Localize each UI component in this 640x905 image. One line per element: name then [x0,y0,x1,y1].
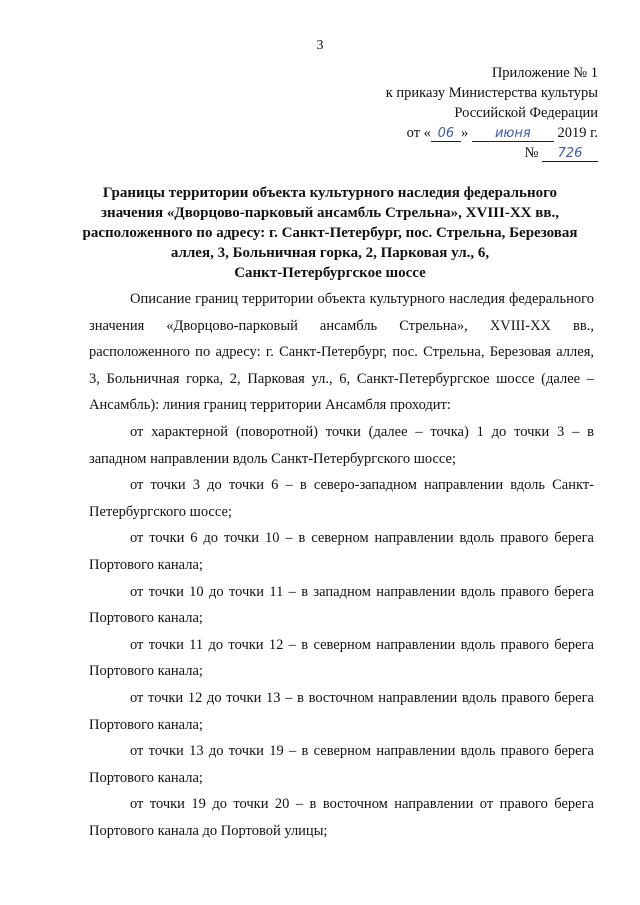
order-number-label: № [524,145,539,161]
paragraph-boundary: от точки 12 до точки 13 – в восточном направлении вдоль правого берега Портового канала; [89,689,594,733]
appendix-date-line [386,123,598,143]
order-number-value: 726 [542,146,598,162]
date-day: 06 [431,126,461,142]
date-year: 2019 г. [557,125,598,141]
title-line-4: аллея, 3, Больничная горка, 2, Парковая ул., 6, [170,245,490,261]
paragraph-boundary: от точки 6 до точки 10 – в северном направлении вдоль правого берега Портового канала; [89,530,594,573]
appendix-line-3: Российской Федерации [454,105,598,121]
paragraph-boundary: от точки 3 до точки 6 – в северо-западном направлении вдоль Санкт-Петербургского шоссе; [89,477,594,520]
paragraph-boundary: от характерной (поворотной) точки (далее – точка) 1 до точки 3 – в западном направлении вдоль Санкт-Петербургского шоссе; [89,423,594,467]
title-line-3: расположенного по адресу: г. Санкт-Петербург, пос. Стрельна, Березовая [82,225,578,241]
paragraph-boundary: от точки 10 до точки 11 – в западном направлении вдоль правого берега Портового канала; [89,583,594,627]
paragraph-boundary: от точки 11 до точки 12 – в северном направлении вдоль правого берега Портового канала; [89,636,594,680]
date-month: июня [472,126,554,142]
title-line-1: Границы территории объекта культурного наследия федерального [102,185,558,201]
appendix-line-1: Приложение № 1 [491,65,598,81]
date-mid: » [460,125,469,141]
appendix-line-2: к приказу Министерства культуры [385,85,598,101]
date-prefix: от « [406,125,431,141]
document-title [70,183,590,283]
appendix-header [386,63,598,163]
title-line-5: Санкт-Петербургское шоссе [234,265,426,281]
order-number-line [386,143,598,163]
title-line-2: значения «Дворцово-парковый ансамбль Стрельна», XVIII-XX вв., [101,205,559,221]
paragraph-intro: Описание границ территории объекта культурного наследия федерального значения «Дворцово-парковый ансамбль Стрельна», XVIII-XX вв., расположенного по адресу: г. Санкт-Петербург, пос. Стрельна, Березовая аллея, 3, Больничная горка, 2, Парковая ул., 6, Санкт-Петербургское шоссе (далее – Ансамбль): линия границ территории Ансамбля проходит: [89,291,594,414]
paragraph-boundary: от точки 19 до точки 20 – в восточном направлении от правого берега Портового канала до Портовой улицы; [89,796,594,839]
page-number: 3 [316,38,324,53]
paragraph-boundary: от точки 13 до точки 19 – в северном направлении вдоль правого берега Портового канала; [89,743,594,786]
document-body [89,286,594,844]
